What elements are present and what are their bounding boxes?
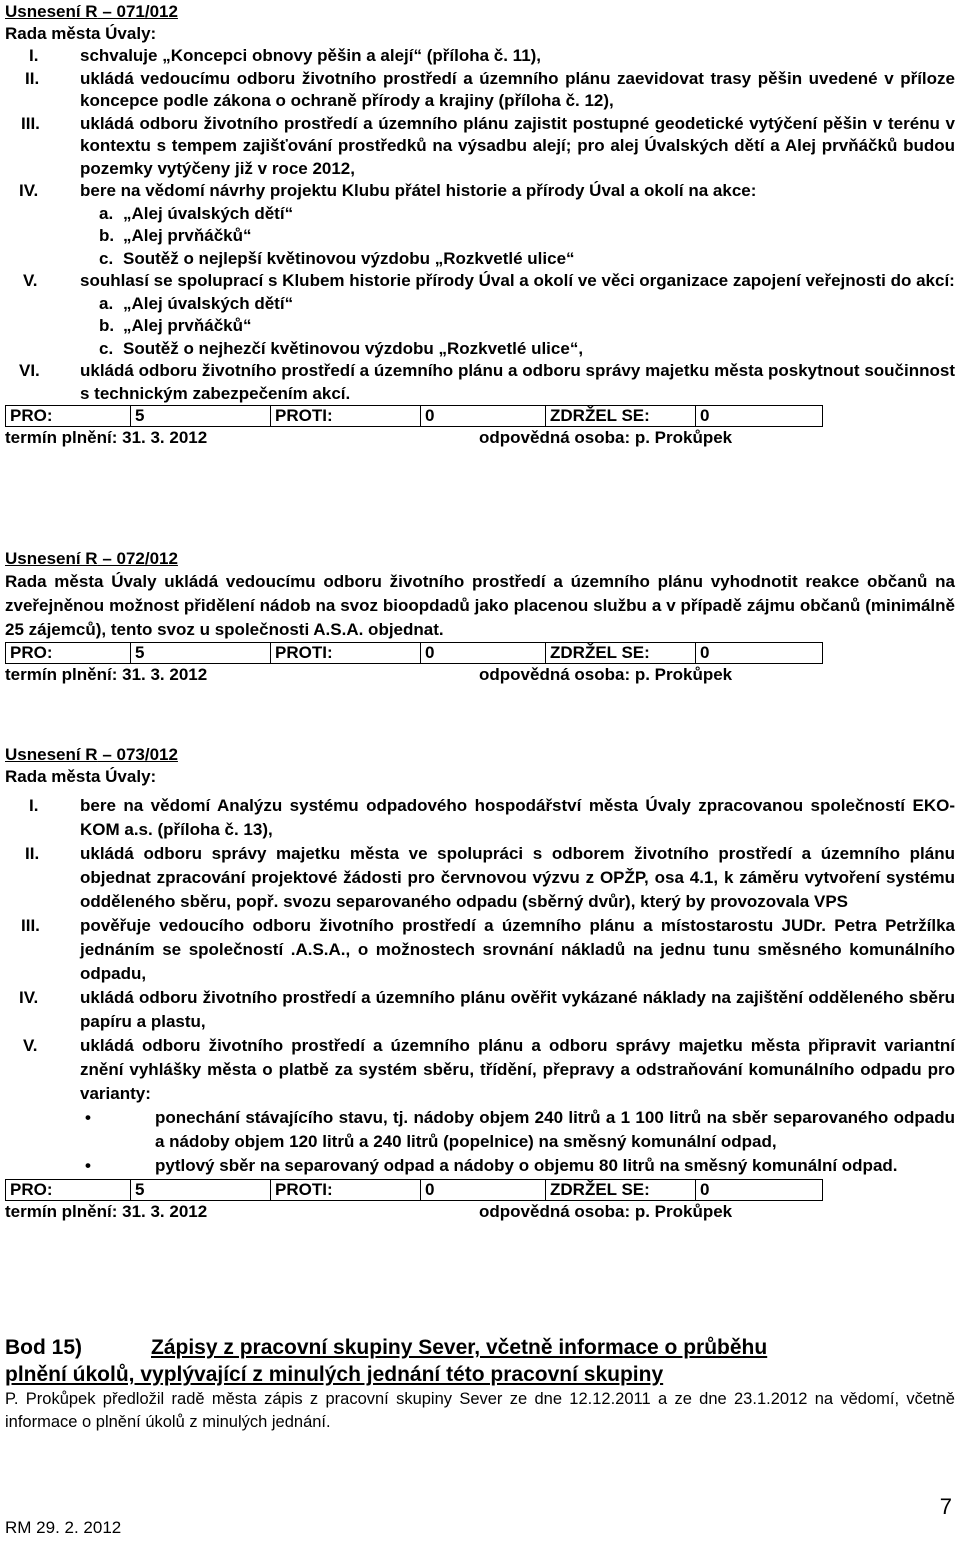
deadline: termín plnění: 31. 3. 2012 (5, 665, 208, 684)
agenda-item-title: Bod 15) Zápisy z pracovní skupiny Sever, včetně informace o průběhu plnění úkolů, vyplývající z minulých jednání této pracovní skupiny (5, 1336, 768, 1386)
resolution-heading: Usnesení R – 073/012 (5, 745, 178, 764)
agenda-item-15 (5, 1334, 955, 1434)
zdrzel-label: ZDRŽEL SE: (546, 643, 696, 664)
pro-label: PRO: (6, 1180, 131, 1201)
pro-count: 5 (131, 406, 271, 427)
proti-label: PROTI: (271, 1180, 421, 1201)
bullet-item: • ponechání stávajícího stavu, tj. nádoby objem 240 litrů a 1 100 litrů na sběr separovaného odpadu a nádoby objem 120 litrů a 240 litrů (popelnice) na směsný komunální odpad, (85, 1108, 955, 1151)
responsible-person: odpovědná osoba: p. Prokůpek (479, 665, 733, 684)
pro-count: 5 (131, 1180, 271, 1201)
resolution-item: I. bere na vědomí Analýzu systému odpadového hospodářství města Úvaly zpracovanou společností EKO-KOM a.s. (příloha č. 13), (29, 796, 955, 839)
sub-item: a. „Alej úvalských dětí“ (99, 293, 294, 313)
council-label: Rada města Úvaly: (5, 24, 157, 43)
resolution-meta (5, 1201, 955, 1223)
proti-count: 0 (421, 1180, 546, 1201)
sub-item: b. „Alej prvňáčků“ (99, 316, 252, 335)
responsible-person: odpovědná osoba: p. Prokůpek (479, 428, 733, 447)
resolution-heading: Usnesení R – 072/012 (5, 549, 178, 568)
resolution-item: II. ukládá vedoucímu odboru životního prostředí a územního plánu zaevidovat trasy pěšin uvedené v příloze koncepce podle zákona o ochraně přírody a krajiny (příloha č. 12), (25, 68, 955, 110)
proti-label: PROTI: (271, 643, 421, 664)
deadline: termín plnění: 31. 3. 2012 (5, 428, 208, 447)
resolution-item: II. ukládá odboru správy majetku města ve spolupráci s odborem životního prostředí a územního plánu objednat zpracování projektové žádosti pro červnovou výzvu z OPŽP, osa 4.1, k záměru vytvoření systému odděleného sběru, popř. svozu separovaného odpadu (sběrný dvůr), který by provozovala VPS (25, 844, 955, 911)
sub-item: c. Soutěž o nejhezčí květinovou výzdobu „Rozkvetlé ulice“, (99, 338, 584, 358)
resolution-text: Rada města Úvaly ukládá vedoucímu odboru životního prostředí a územního plánu vyhodnotit reakce občanů na zveřejněnou možnost přidělení nádob na svoz bioopdadů jako placenou službu a v případě zájmu občanů (minimálně 25 zájemců), tento svoz u společnosti A.S.A. objednat. (5, 572, 955, 639)
pro-label: PRO: (6, 643, 131, 664)
resolution-item: V. ukládá odboru životního prostředí a územního plánu a odboru správy majetku města připravit variantní znění vyhlášky města o platbě za systém sběru, třídění, přepravy a odstraňování komunálního odpadu pro varianty: (23, 1036, 955, 1103)
zdrzel-label: ZDRŽEL SE: (546, 1180, 696, 1201)
zdrzel-label: ZDRŽEL SE: (546, 406, 696, 427)
resolution-item: IV. ukládá odboru životního prostředí a územního plánu ověřit vykázané náklady na zajištění odděleného sběru papíru a plastu, (19, 988, 955, 1031)
council-label: Rada města Úvaly: (5, 767, 157, 786)
pro-label: PRO: (6, 406, 131, 427)
zdrzel-count: 0 (696, 643, 823, 664)
resolution-meta (5, 427, 955, 449)
proti-count: 0 (421, 406, 546, 427)
deadline: termín plnění: 31. 3. 2012 (5, 1202, 208, 1221)
resolution-item: IV. bere na vědomí návrhy projektu Klubu přátel historie a přírody Úval a okolí na akce: (19, 181, 757, 200)
footer-date: RM 29. 2. 2012 (5, 1518, 122, 1537)
page-number: 7 (939, 1494, 952, 1519)
zdrzel-count: 0 (696, 406, 823, 427)
vote-table (5, 642, 823, 664)
bullet-item: • pytlový sběr na separovaný odpad a nádoby o objemu 80 litrů na směsný komunální odpad. (85, 1156, 898, 1175)
resolution-item: VI. ukládá odboru životního prostředí a územního plánu a odboru správy majetku města poskytnout součinnost s technickým zabezpečením akcí. (19, 361, 955, 403)
resolution-item: V. souhlasí se spoluprací s Klubem historie přírody Úval a okolí ve věci organizace zapojení veřejnosti do akcí: (23, 271, 955, 290)
proti-label: PROTI: (271, 406, 421, 427)
resolution-item: III. ukládá odboru životního prostředí a územního plánu zajistit postupné geodetické vytýčení pěšin v terénu v kontextu s tempem zajišťování prostředků na výsadbu alejí; pro alej Úvalských dětí a Alej prvňáčků budou pozemky vytýčeny již v roce 2012, (21, 113, 955, 178)
resolution-071 (5, 1, 955, 449)
vote-table (5, 1179, 823, 1201)
proti-count: 0 (421, 643, 546, 664)
sub-item: c. Soutěž o nejlepší květinovou výzdobu „Rozkvetlé ulice“ (99, 248, 575, 268)
sub-item: a. „Alej úvalských dětí“ (99, 203, 294, 223)
responsible-person: odpovědná osoba: p. Prokůpek (479, 1202, 733, 1221)
agenda-item-text: P. Prokůpek předložil radě města zápis z pracovní skupiny Sever ze dne 12.12.2011 a ze dne 23.1.2012 na vědomí, včetně informace o plnění úkolů z minulých jednání. (5, 1390, 955, 1431)
resolution-meta (5, 664, 955, 686)
resolution-073 (5, 744, 955, 1223)
resolution-item: III. pověřuje vedoucího odboru životního prostředí a územního plánu a místostarostu JUDr. Petra Petržílka jednáním se společností .A.S.A., o možnostech srovnání nákladů na jednu tunu směsného komunálního odpadu, (21, 916, 955, 983)
resolution-item: I. schvaluje „Koncepci obnovy pěšin a alejí“ (příloha č. 11), (29, 46, 542, 65)
vote-table (5, 405, 823, 427)
resolution-072 (5, 548, 955, 686)
sub-item: b. „Alej prvňáčků“ (99, 226, 252, 245)
zdrzel-count: 0 (696, 1180, 823, 1201)
pro-count: 5 (131, 643, 271, 664)
resolution-heading: Usnesení R – 071/012 (5, 2, 178, 21)
